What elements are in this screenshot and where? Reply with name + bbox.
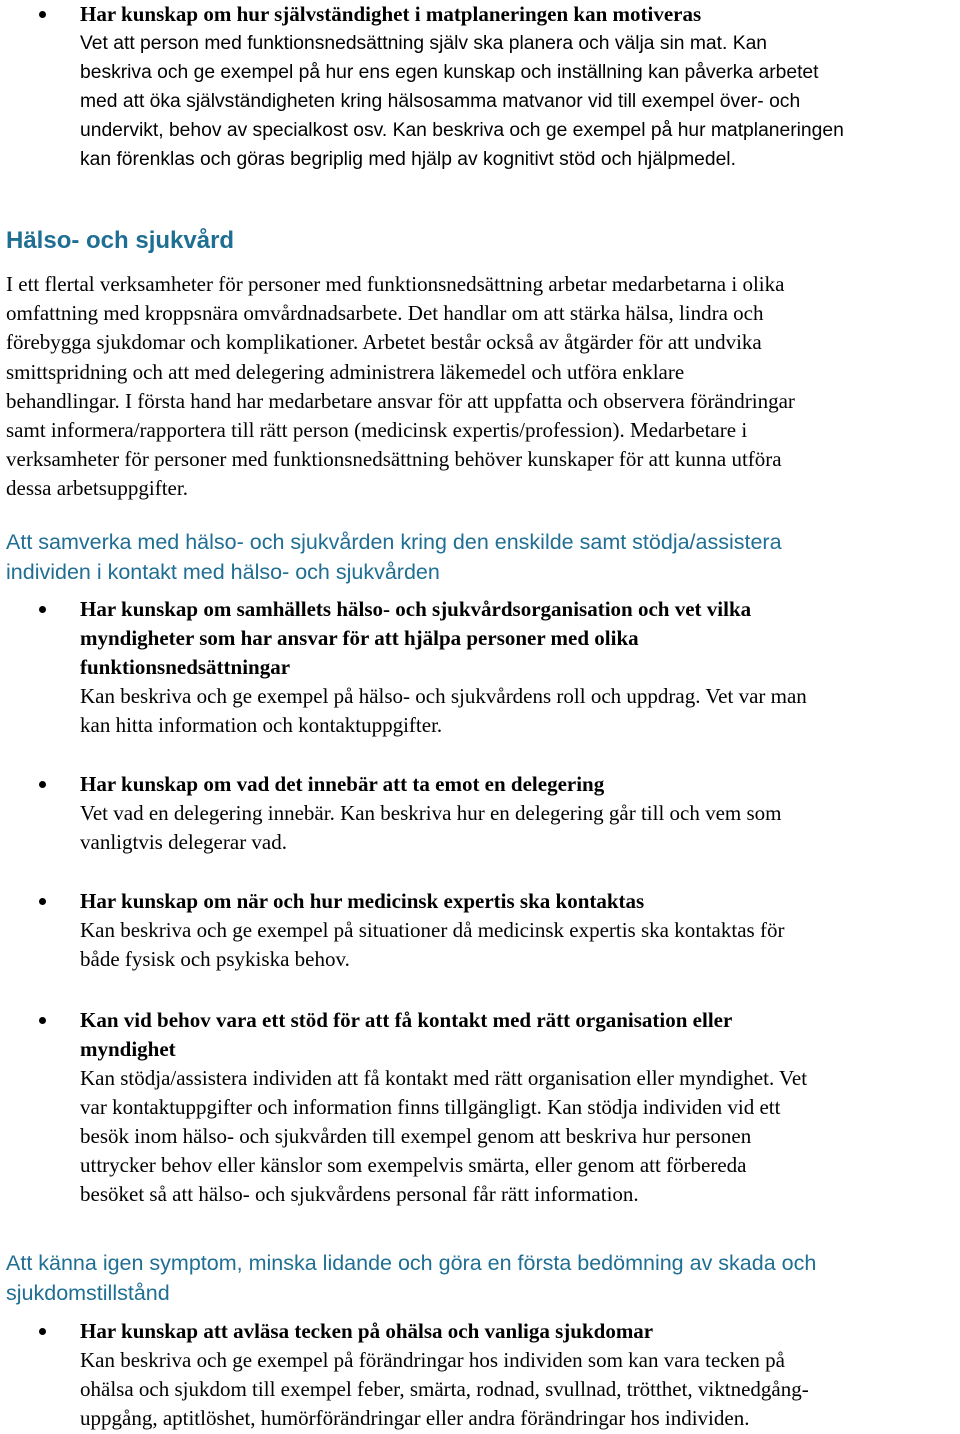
bullet-dot-icon [39, 11, 46, 18]
bullet-dot-icon [39, 1328, 46, 1335]
item-description: Kan beskriva och ge exempel på förändringar hos individen som kan vara tecken på ohälsa och sjukdom till exempel feber, smärta, rodnad, svullnad, trötthet, viktnedgång- uppgång, aptitlöshet, humörförändringar eller andra förändringar hos individen. [80, 1348, 809, 1430]
item-heading: Har kunskap om när och hur medicinsk expertis ska kontaktas [80, 889, 645, 913]
section-paragraph: I ett flertal verksamheter för personer med funktionsnedsättning arbetar medarbetarna i olika omfattning med kroppsnära omvårdnadsarbete. Det handlar om att stärka hälsa, lindra och förebygga sjukdomar och komplikationer. Arbetet består också av åtgärder för att undvika smittspridning och att med delegering administrera läkemedel och utföra enklare behandlingar. I första hand har medarbetare ansvar för att uppfatta och observera förändringar samt informera/rapportera till rätt person (medicinsk expertis/profession). Medarbetare i verksamheter för personer med funktionsnedsättning behöver kunskaper för att kunna utföra dessa arbetsuppgifter. [6, 272, 795, 501]
bullet-dot-icon [39, 1017, 46, 1024]
item-description: Vet vad en delegering innebär. Kan beskriva hur en delegering går till och vem som vanligtvis delegerar vad. [80, 801, 782, 854]
subheading-symptom: Att känna igen symptom, minska lidande och göra en första bedömning av skada och sjukdomstillstånd [6, 1251, 817, 1305]
item-description: Kan stödja/assistera individen att få kontakt med rätt organisation eller myndighet. Vet var kontaktuppgifter och information finns tillgängligt. Kan stödja individen vid ett besök inom hälso- och sjukvården till exempel genom att beskriva hur personen uttrycker behov eller känslor som exempelvis smärta, eller genom att förbereda besöket så att hälso- och sjukvårdens personal får rätt information. [80, 1066, 808, 1206]
item-heading: Har kunskap att avläsa tecken på ohälsa och vanliga sjukdomar [80, 1319, 654, 1343]
item-heading: Kan vid behov vara ett stöd för att få kontakt med rätt organisation eller myndighet [80, 1008, 733, 1061]
item-heading: Har kunskap om vad det innebär att ta emot en delegering [80, 772, 605, 796]
bullet-dot-icon [39, 606, 46, 613]
bullet-dot-icon [39, 781, 46, 788]
item-heading: Har kunskap om hur självständighet i matplaneringen kan motiveras [80, 2, 702, 26]
item-description: Kan beskriva och ge exempel på hälso- och sjukvårdens roll och uppdrag. Vet var man kan hitta information och kontaktuppgifter. [80, 684, 807, 737]
item-description: Vet att person med funktionsnedsättning själv ska planera och välja sin mat. Kan beskriva och ge exempel på hur ens egen kunskap och inställning kan påverka arbetet med att öka självständigheten kring hälsosamma matvanor vid till exempel över- och undervikt, behov av specialkost osv. Kan beskriva och ge exempel på hur matplaneringen kan förenklas och göras begriplig med hjälp av kognitivt stöd och hjälpmedel. [80, 33, 844, 170]
item-description: Kan beskriva och ge exempel på situationer då medicinsk expertis ska kontaktas för både fysisk och psykiska behov. [80, 918, 785, 971]
bullet-dot-icon [39, 898, 46, 905]
section-title-halso-sjukvard: Hälso- och sjukvård [6, 227, 235, 254]
item-heading: Har kunskap om samhällets hälso- och sjukvårdsorganisation och vet vilka myndigheter som har ansvar för att hjälpa personer med olika funktionsnedsättningar [80, 597, 752, 679]
subheading-samverka: Att samverka med hälso- och sjukvården kring den enskilde samt stödja/assistera individen i kontakt med hälso- och sjukvården [6, 530, 782, 584]
